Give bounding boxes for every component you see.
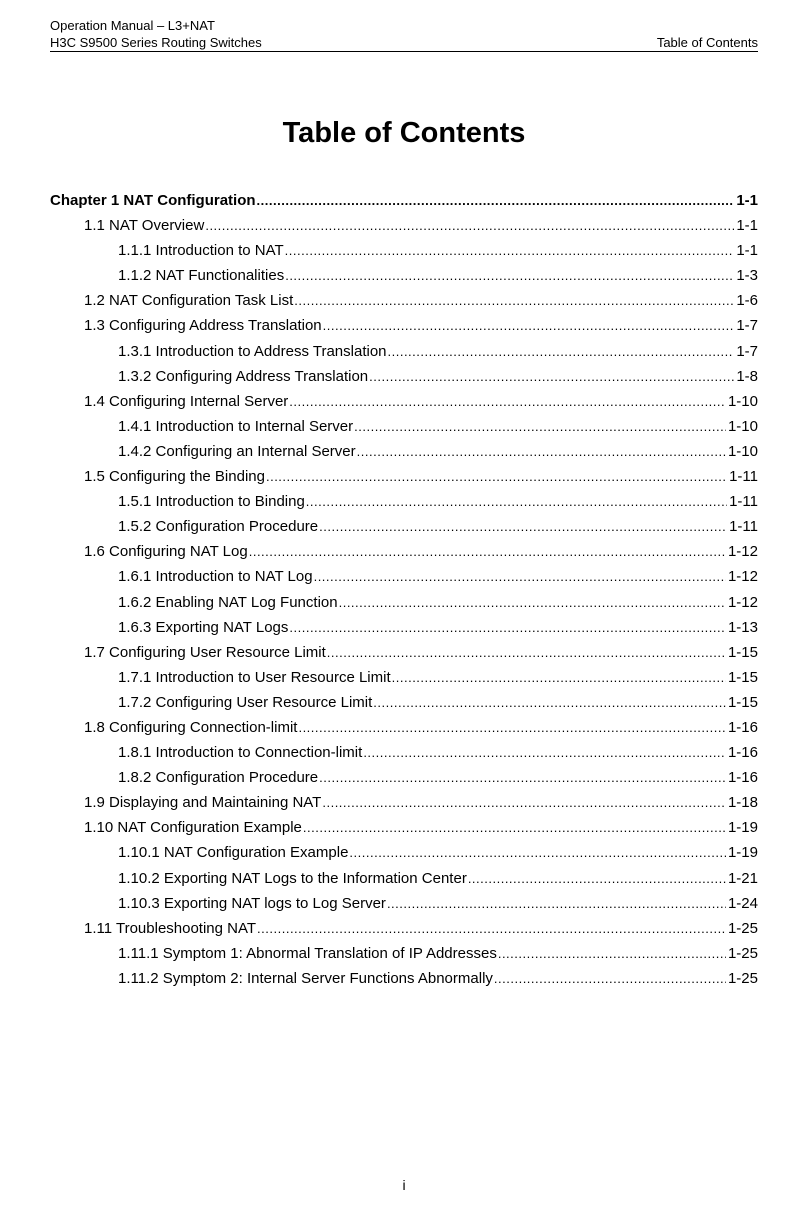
toc-dot-leader bbox=[285, 238, 735, 263]
toc-dot-leader bbox=[323, 313, 735, 338]
toc-dot-leader bbox=[298, 715, 726, 740]
toc-entry-label: 1.4.1 Introduction to Internal Server bbox=[118, 417, 354, 435]
toc-entry-label: Chapter 1 NAT Configuration bbox=[50, 192, 256, 209]
toc-entry-label: 1.7.2 Configuring User Resource Limit bbox=[118, 693, 373, 711]
toc-entry-label: 1.8.2 Configuration Procedure bbox=[118, 769, 319, 787]
toc-dot-leader bbox=[322, 790, 726, 815]
toc-dot-leader bbox=[285, 263, 734, 288]
toc-subsection-entry[interactable] bbox=[50, 740, 758, 765]
toc-subsection-entry[interactable] bbox=[50, 590, 758, 615]
toc-entry-label: 1.1 NAT Overview bbox=[84, 217, 205, 235]
toc-entry-label: 1.4.2 Configuring an Internal Server bbox=[118, 442, 356, 460]
toc-entry-page: 1-1 bbox=[736, 217, 758, 235]
toc-entry-label: 1.6 Configuring NAT Log bbox=[84, 543, 248, 561]
toc-entry-page: 1-15 bbox=[727, 668, 758, 686]
toc-entry-label: 1.5.1 Introduction to Binding bbox=[118, 493, 305, 511]
toc-entry-page: 1-1 bbox=[736, 192, 758, 209]
toc-dot-leader bbox=[392, 665, 726, 690]
toc-entry-page: 1-25 bbox=[727, 919, 758, 937]
toc-entry-page: 1-8 bbox=[736, 367, 758, 385]
toc-subsection-entry[interactable] bbox=[50, 514, 758, 539]
product-name: H3C S9500 Series Routing Switches bbox=[50, 35, 262, 50]
toc-section-entry[interactable] bbox=[50, 213, 758, 238]
toc-section-entry[interactable] bbox=[50, 640, 758, 665]
toc-dot-leader bbox=[289, 389, 726, 414]
manual-title: Operation Manual – L3+NAT bbox=[50, 18, 215, 33]
toc-subsection-entry[interactable] bbox=[50, 690, 758, 715]
toc-dot-leader bbox=[363, 740, 726, 765]
toc-entry-page: 1-12 bbox=[727, 543, 758, 561]
toc-entry-page: 1-15 bbox=[727, 693, 758, 711]
toc-dot-leader bbox=[327, 640, 726, 665]
toc-entry-page: 1-12 bbox=[727, 593, 758, 611]
toc-entry-page: 1-16 bbox=[727, 769, 758, 787]
page-header bbox=[50, 17, 758, 51]
toc-entry-label: 1.8 Configuring Connection-limit bbox=[84, 718, 298, 736]
toc-entry-page: 1-3 bbox=[736, 267, 758, 285]
toc-entry-label: 1.6.1 Introduction to NAT Log bbox=[118, 568, 313, 586]
toc-entry-label: 1.5.2 Configuration Procedure bbox=[118, 518, 319, 536]
toc-entry-page: 1-16 bbox=[727, 744, 758, 762]
toc-dot-leader bbox=[319, 765, 726, 790]
toc-subsection-entry[interactable] bbox=[50, 489, 758, 514]
toc-dot-leader bbox=[306, 489, 727, 514]
toc-section-entry[interactable] bbox=[50, 389, 758, 414]
toc-entry-page: 1-13 bbox=[727, 618, 758, 636]
toc-dot-leader bbox=[257, 916, 726, 941]
toc-entry-label: 1.4 Configuring Internal Server bbox=[84, 392, 289, 410]
toc-subsection-entry[interactable] bbox=[50, 339, 758, 364]
toc-subsection-entry[interactable] bbox=[50, 615, 758, 640]
toc-entry-label: 1.6.2 Enabling NAT Log Function bbox=[118, 593, 338, 611]
toc-section-entry[interactable] bbox=[50, 313, 758, 338]
toc-subsection-entry[interactable] bbox=[50, 414, 758, 439]
toc-entry-label: 1.3 Configuring Address Translation bbox=[84, 317, 322, 335]
toc-subsection-entry[interactable] bbox=[50, 564, 758, 589]
toc-subsection-entry[interactable] bbox=[50, 364, 758, 389]
toc-dot-leader bbox=[498, 941, 726, 966]
toc-entry-label: 1.2 NAT Configuration Task List bbox=[84, 292, 294, 310]
toc-section-entry[interactable] bbox=[50, 715, 758, 740]
toc-subsection-entry[interactable] bbox=[50, 238, 758, 263]
toc-entry-page: 1-21 bbox=[727, 869, 758, 887]
toc-dot-leader bbox=[257, 188, 735, 213]
toc-entry-label: 1.8.1 Introduction to Connection-limit bbox=[118, 744, 363, 762]
toc-subsection-entry[interactable] bbox=[50, 439, 758, 464]
toc-subsection-entry[interactable] bbox=[50, 263, 758, 288]
toc-entry-page: 1-19 bbox=[727, 819, 758, 837]
toc-subsection-entry[interactable] bbox=[50, 966, 758, 991]
toc-entry-page: 1-11 bbox=[729, 493, 758, 511]
toc-entry-page: 1-10 bbox=[727, 392, 758, 410]
toc-entry-label: 1.3.1 Introduction to Address Translation bbox=[118, 342, 387, 360]
toc-dot-leader bbox=[494, 966, 726, 991]
toc-section-entry[interactable] bbox=[50, 815, 758, 840]
toc-entry-page: 1-7 bbox=[736, 342, 758, 360]
toc-entry-label: 1.5 Configuring the Binding bbox=[84, 468, 265, 486]
toc-section-entry[interactable] bbox=[50, 790, 758, 815]
toc-entry-page: 1-25 bbox=[727, 944, 758, 962]
toc-entry-page: 1-18 bbox=[727, 794, 758, 812]
toc-entry-label: 1.7 Configuring User Resource Limit bbox=[84, 643, 326, 661]
toc-entry-page: 1-25 bbox=[727, 969, 758, 987]
toc-dot-leader bbox=[387, 891, 726, 916]
toc-section-entry[interactable] bbox=[50, 539, 758, 564]
toc-dot-leader bbox=[205, 213, 734, 238]
toc-entry-label: 1.1.1 Introduction to NAT bbox=[118, 242, 284, 260]
toc-dot-leader bbox=[266, 464, 727, 489]
toc-dot-leader bbox=[468, 866, 726, 891]
toc-entry-label: 1.10.2 Exporting NAT Logs to the Information Center bbox=[118, 869, 467, 887]
toc-dot-leader bbox=[294, 288, 734, 313]
toc-entry-label: 1.11 Troubleshooting NAT bbox=[84, 919, 257, 937]
toc-dot-leader bbox=[349, 840, 726, 865]
toc-entry-page: 1-1 bbox=[736, 242, 758, 260]
toc-entry-label: 1.7.1 Introduction to User Resource Limit bbox=[118, 668, 391, 686]
toc-section-entry[interactable] bbox=[50, 464, 758, 489]
section-name: Table of Contents bbox=[656, 35, 758, 50]
toc-dot-leader bbox=[303, 815, 726, 840]
toc-entry-label: 1.11.1 Symptom 1: Abnormal Translation of IP Addresses bbox=[118, 944, 497, 962]
toc-entry-label: 1.10.1 NAT Configuration Example bbox=[118, 844, 349, 862]
toc-chapter-entry[interactable] bbox=[50, 188, 758, 213]
toc-entry-label: 1.6.3 Exporting NAT Logs bbox=[118, 618, 289, 636]
toc-dot-leader bbox=[289, 615, 726, 640]
toc-entry-label: 1.3.2 Configuring Address Translation bbox=[118, 367, 369, 385]
toc-entry-page: 1-11 bbox=[729, 518, 758, 536]
toc-entry-page: 1-16 bbox=[727, 718, 758, 736]
table-of-contents bbox=[50, 188, 758, 991]
toc-dot-leader bbox=[369, 364, 734, 389]
toc-entry-page: 1-10 bbox=[727, 417, 758, 435]
toc-entry-page: 1-19 bbox=[727, 844, 758, 862]
toc-entry-page: 1-10 bbox=[727, 442, 758, 460]
toc-entry-label: 1.1.2 NAT Functionalities bbox=[118, 267, 285, 285]
toc-entry-page: 1-6 bbox=[736, 292, 758, 310]
page-number: i bbox=[402, 1177, 406, 1193]
toc-subsection-entry[interactable] bbox=[50, 891, 758, 916]
toc-entry-label: 1.11.2 Symptom 2: Internal Server Functions Abnormally bbox=[118, 969, 493, 987]
toc-dot-leader bbox=[314, 564, 726, 589]
toc-subsection-entry[interactable] bbox=[50, 765, 758, 790]
toc-subsection-entry[interactable] bbox=[50, 941, 758, 966]
page-title: Table of Contents bbox=[282, 117, 526, 149]
toc-dot-leader bbox=[373, 690, 726, 715]
toc-entry-label: 1.9 Displaying and Maintaining NAT bbox=[84, 794, 322, 812]
toc-entry-page: 1-15 bbox=[727, 643, 758, 661]
toc-entry-label: 1.10 NAT Configuration Example bbox=[84, 819, 302, 837]
toc-subsection-entry[interactable] bbox=[50, 866, 758, 891]
toc-subsection-entry[interactable] bbox=[50, 665, 758, 690]
toc-dot-leader bbox=[249, 539, 726, 564]
toc-dot-leader bbox=[354, 414, 726, 439]
toc-entry-label: 1.10.3 Exporting NAT logs to Log Server bbox=[118, 894, 386, 912]
toc-dot-leader bbox=[319, 514, 727, 539]
toc-subsection-entry[interactable] bbox=[50, 840, 758, 865]
toc-section-entry[interactable] bbox=[50, 916, 758, 941]
toc-entry-page: 1-11 bbox=[729, 468, 758, 486]
toc-dot-leader bbox=[357, 439, 726, 464]
toc-section-entry[interactable] bbox=[50, 288, 758, 313]
toc-dot-leader bbox=[388, 339, 735, 364]
toc-dot-leader bbox=[339, 590, 726, 615]
toc-entry-page: 1-12 bbox=[727, 568, 758, 586]
toc-entry-page: 1-7 bbox=[736, 317, 758, 335]
toc-entry-page: 1-24 bbox=[727, 894, 758, 912]
header-divider bbox=[50, 51, 758, 52]
